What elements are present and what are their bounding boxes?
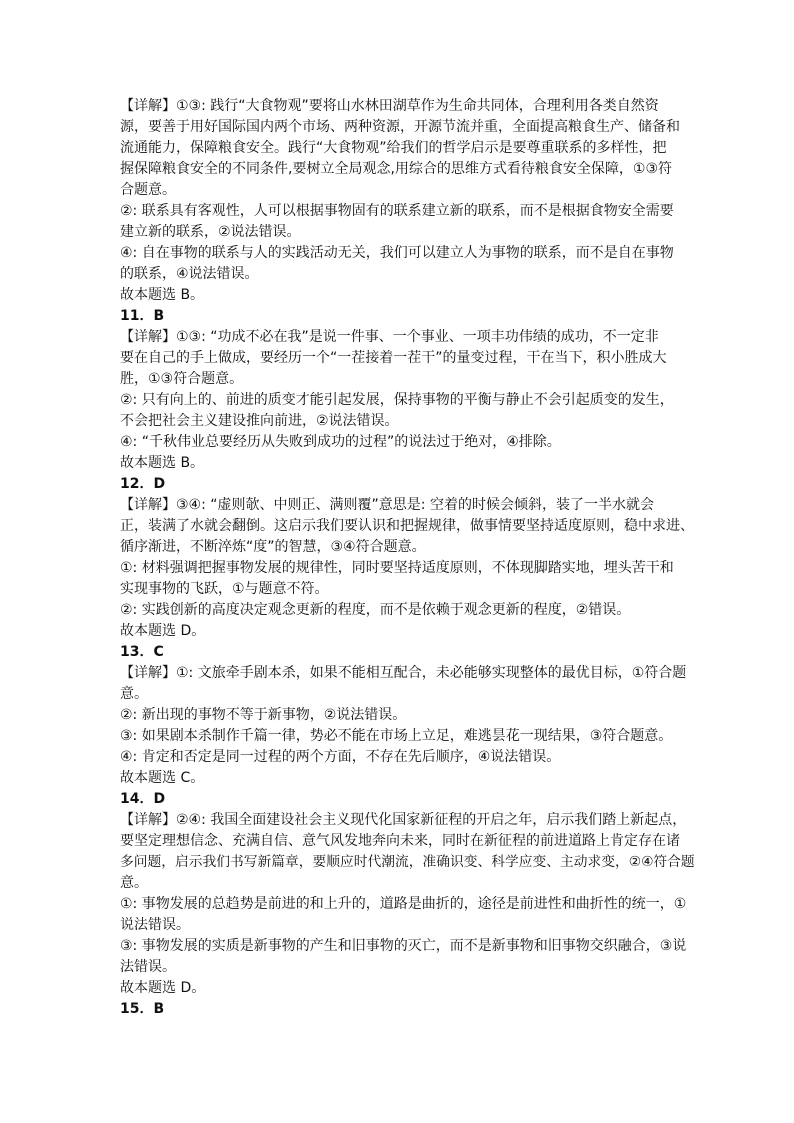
answer-line: 故本题选 B。: [120, 455, 205, 471]
text-line: 胜，①③符合题意。: [120, 371, 244, 387]
text-line: 源，要善于用好国际国内两个市场、两种资源，开源节流并重，全面提高粮食生产、储备和: [120, 119, 680, 135]
text-line: ①: 事物发展的总趋势是前进的和上升的，道路是曲折的，途径是前进性和曲折性的统一，①: [120, 896, 687, 912]
text-line: ②: 新出现的事物不等于新事物，②说法错误。: [120, 707, 407, 723]
text-line: 握保障粮食安全的不同条件,要树立全局观念,用综合的思维方式看待粮食安全保障，①③符: [120, 161, 672, 177]
question-number: 11．B: [120, 308, 165, 324]
text-line: 说法错误。: [120, 917, 190, 933]
text-line: 的联系，④说法错误。: [120, 266, 259, 282]
text-line: 要坚定理想信念、充满自信、意气风发地奔向未来，同时在新征程的前进道路上肯定存在诸: [120, 833, 680, 849]
text-line: 法错误。: [120, 959, 176, 975]
text-line: ①: 材料强调把握事物发展的规律性，同时要坚持适度原则，不体现脚踏实地，埋头苦干和: [120, 560, 674, 576]
question-number: 12．D: [120, 476, 166, 492]
answer-line: 故本题选 C。: [120, 770, 205, 786]
text-line: 【详解】③④: “虚则欹、中则正、满则覆”意思是: 空着的时候会倾斜，装了一半水就会: [120, 497, 654, 513]
text-line: 【详解】①③: “功成不必在我”是说一件事、一个事业、一项丰功伟绩的成功，不一定非: [120, 329, 659, 345]
text-line: ④: 肯定和否定是同一过程的两个方面，不存在先后顺序，④说法错误。: [120, 749, 561, 765]
text-line: 要在自己的手上做成，要经历一个“一茬接着一茬干”的量变过程，干在当下，积小胜成大: [120, 350, 667, 366]
text-line: 多问题，启示我们书写新篇章，要顺应时代潮流，准确识变、科学应变、主动求变，②④符合题: [120, 854, 695, 870]
question-number: 15．B: [120, 1001, 165, 1017]
answer-line: 故本题选 B。: [120, 287, 205, 303]
answer-line: 故本题选 D。: [120, 980, 206, 996]
text-line: 意。: [120, 686, 148, 702]
text-line: 实现事物的飞跃，①与题意不符。: [120, 581, 329, 597]
text-line: 【详解】①: 文旅牵手剧本杀，如果不能相互配合，未必能够实现整体的最优目标，①符合题: [120, 665, 687, 681]
text-line: 建立新的联系，②说法错误。: [120, 224, 301, 240]
question-number: 13．C: [120, 644, 164, 660]
text-line: 循序渐进，不断淬炼“度”的智慧，③④符合题意。: [120, 539, 426, 555]
answer-explanation-page: [120, 96, 698, 1020]
text-line: 流通能力，保障粮食安全。践行“大食物观”给我们的哲学启示是要尊重联系的多样性，把: [120, 140, 667, 156]
text-line: 【详解】①③: 践行“大食物观”要将山水林田湖草作为生命共同体，合理利用各类自然资: [120, 98, 659, 114]
text-line: ③: 事物发展的实质是新事物的产生和旧事物的灭亡，而不是新事物和旧事物交织融合，③说: [120, 938, 687, 954]
text-line: 不会把社会主义建设推向前进，②说法错误。: [120, 413, 399, 429]
text-line: ②: 只有向上的、前进的质变才能引起发展，保持事物的平衡与静止不会引起质变的发生，: [120, 392, 674, 408]
question-number: 14．D: [120, 791, 166, 807]
text-line: 正，装满了水就会翻倒。这启示我们要认识和把握规律，做事情要坚持适度原则，稳中求进、: [120, 518, 694, 534]
answer-line: 故本题选 D。: [120, 623, 206, 639]
text-line: 合题意。: [120, 182, 176, 198]
text-line: ③: 如果剧本杀制作千篇一律，势必不能在市场上立足，难逃昙花一现结果，③符合题意。: [120, 728, 673, 744]
text-line: ②: 实践创新的高度决定观念更新的程度，而不是依赖于观念更新的程度，②错误。: [120, 602, 631, 618]
text-line: 【详解】②④: 我国全面建设社会主义现代化国家新征程的开启之年，启示我们踏上新起点，: [120, 812, 687, 828]
text-line: 意。: [120, 875, 148, 891]
text-line: ②: 联系具有客观性，人可以根据事物固有的联系建立新的联系，而不是根据食物安全需要: [120, 203, 674, 219]
text-line: ④: 自在事物的联系与人的实践活动无关，我们可以建立人为事物的联系，而不是自在事物: [120, 245, 674, 261]
text-line: ④: “千秋伟业总要经历从失败到成功的过程”的说法过于绝对，④排除。: [120, 434, 561, 450]
